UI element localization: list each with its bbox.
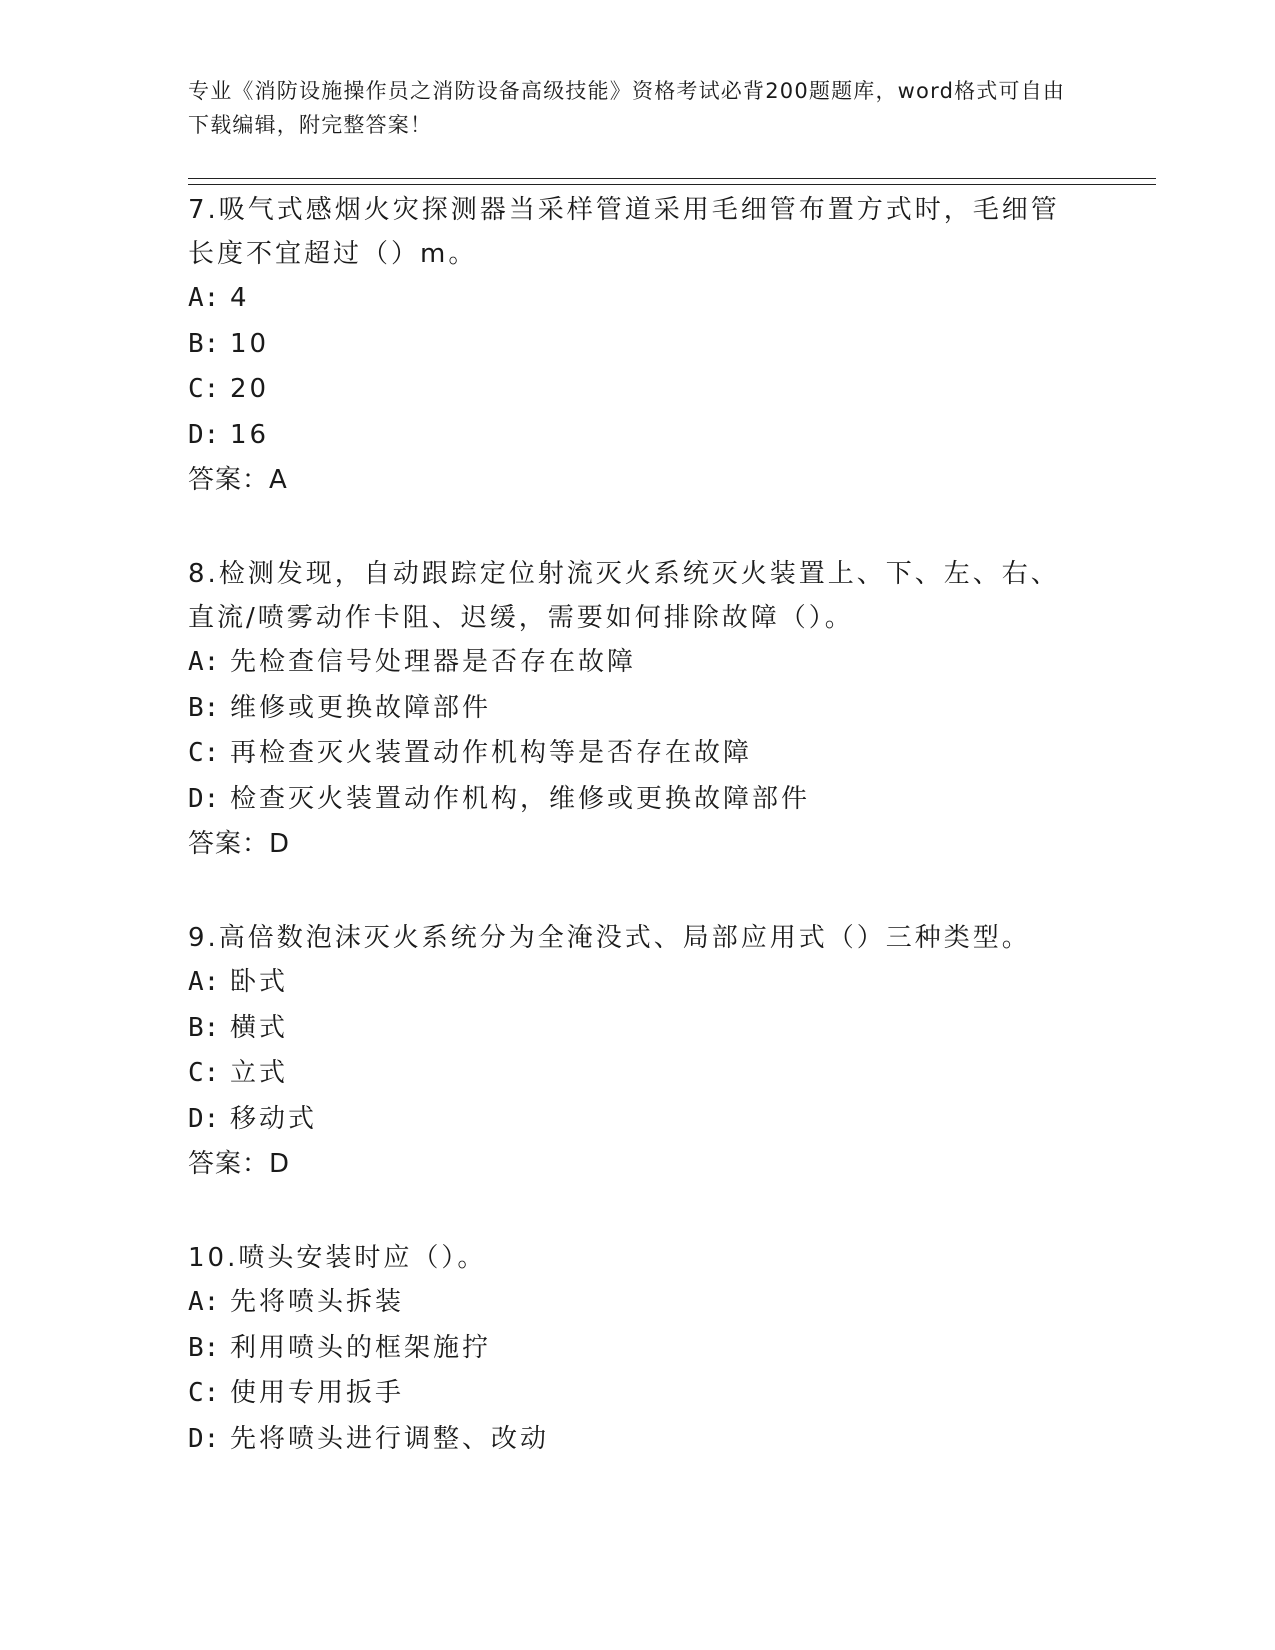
option-text: 10	[230, 328, 270, 359]
option-letter: D:	[188, 1423, 220, 1454]
option-text: 先将喷头进行调整、改动	[230, 1423, 550, 1454]
option-letter: D:	[188, 783, 220, 814]
option-b	[188, 1006, 1088, 1052]
option-text: 移动式	[230, 1103, 318, 1134]
option-letter: D:	[188, 1103, 220, 1134]
option-text: 16	[230, 419, 270, 450]
option-a	[188, 1280, 1088, 1326]
option-d	[188, 777, 1088, 823]
answer-line: 答案：A	[188, 465, 288, 495]
option-c	[188, 367, 1088, 413]
option-letter: B:	[188, 1332, 220, 1363]
option-a	[188, 276, 1088, 322]
option-text: 使用专用扳手	[230, 1378, 405, 1408]
option-d	[188, 1097, 1088, 1143]
header-divider-top	[188, 178, 1156, 179]
header-divider-bottom	[188, 184, 1156, 185]
option-letter: B:	[188, 328, 220, 359]
option-letter: D:	[188, 419, 220, 450]
option-text: 先将喷头拆装	[230, 1287, 405, 1317]
option-text: 先检查信号处理器是否存在故障	[230, 647, 637, 677]
option-text: 立式	[230, 1058, 289, 1088]
question-7	[188, 188, 1088, 502]
question-stem: 7.吸气式感烟火灾探测器当采样管道采用毛细管布置方式时，毛细管长度不宜超过（）m。	[188, 195, 1060, 269]
option-letter: C:	[188, 374, 220, 404]
option-c	[188, 731, 1088, 777]
option-text: 卧式	[230, 967, 289, 997]
question-8	[188, 552, 1088, 866]
option-letter: A:	[188, 647, 220, 677]
option-text: 再检查灭火装置动作机构等是否存在故障	[230, 738, 753, 768]
option-text: 利用喷头的框架施拧	[230, 1332, 492, 1363]
option-a	[188, 640, 1088, 686]
option-a	[188, 960, 1088, 1006]
option-d	[188, 1417, 1088, 1463]
option-letter: B:	[188, 1012, 220, 1043]
option-letter: B:	[188, 692, 220, 723]
option-b	[188, 686, 1088, 732]
option-letter: A:	[188, 1287, 220, 1317]
option-text: 20	[230, 374, 270, 404]
option-letter: C:	[188, 738, 220, 768]
question-stem: 8.检测发现，自动跟踪定位射流灭火系统灭火装置上、下、左、右、直流/喷雾动作卡阻、迟缓，需要如何排除故障（）。	[188, 559, 1060, 633]
option-letter: A:	[188, 967, 220, 997]
option-letter: A:	[188, 283, 220, 313]
option-d	[188, 413, 1088, 459]
question-10	[188, 1236, 1088, 1462]
question-9	[188, 916, 1088, 1186]
option-text: 维修或更换故障部件	[230, 692, 492, 723]
option-text: 4	[230, 283, 250, 313]
question-stem: 10.喷头安装时应（）。	[188, 1243, 487, 1273]
option-text: 横式	[230, 1012, 289, 1043]
document-header: 专业《消防设施操作员之消防设备高级技能》资格考试必背200题题库，word格式可自由下载编辑，附完整答案！	[188, 79, 1066, 137]
option-c	[188, 1051, 1088, 1097]
answer-line: 答案：D	[188, 829, 291, 859]
option-text: 检查灭火装置动作机构，维修或更换故障部件	[230, 783, 811, 814]
option-letter: C:	[188, 1058, 220, 1088]
option-c	[188, 1371, 1088, 1417]
question-stem: 9.高倍数泡沫灭火系统分为全淹没式、局部应用式（）三种类型。	[188, 923, 1031, 953]
option-b	[188, 1326, 1088, 1372]
answer-line: 答案：D	[188, 1149, 291, 1179]
option-letter: C:	[188, 1378, 220, 1408]
option-b	[188, 322, 1088, 368]
